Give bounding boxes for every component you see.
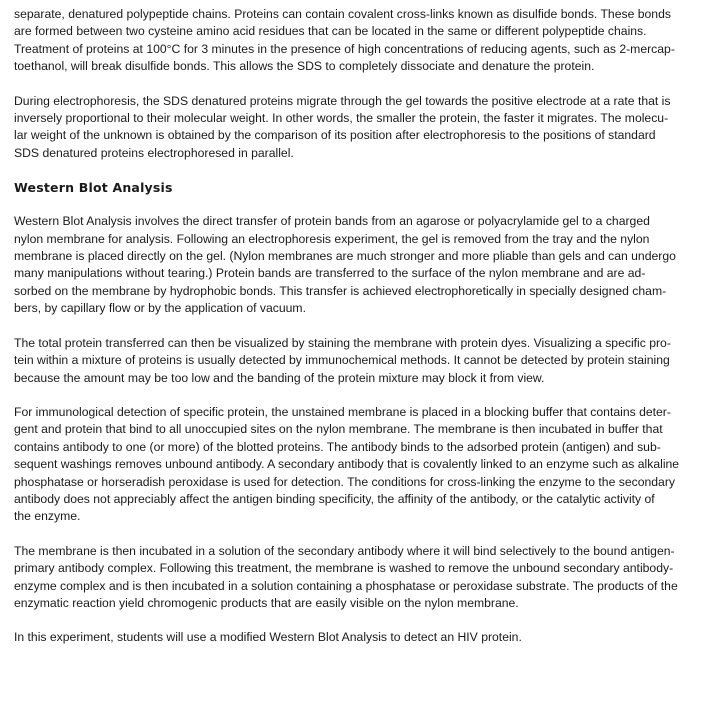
paragraph-line: Treatment of proteins at 100°C for 3 minutes in the presence of high concentrations of reducing agents, such as 2-mercap- xyxy=(14,41,675,56)
paragraph-line: The membrane is then incubated in a solution of the secondary antibody where it will bind selectively to the bound antigen- xyxy=(14,543,675,558)
paragraph-line: lar weight of the unknown is obtained by the comparison of its position after electrophoresis to the positions of standard xyxy=(14,128,656,143)
paragraph-line: inversely proportional to their molecular weight. In other words, the smaller the protein, the faster it migrates. The molecu- xyxy=(14,111,669,126)
paragraph-line: primary antibody complex. Following this treatment, the membrane is washed to remove the unbound secondary antibody- xyxy=(14,561,674,576)
document-page xyxy=(14,6,704,664)
paragraph xyxy=(14,213,704,317)
paragraph-line: Western Blot Analysis involves the direct transfer of protein bands from an agarose or polyacrylamide gel to a charged xyxy=(14,214,650,229)
paragraph-line: For immunological detection of specific protein, the unstained membrane is placed in a blocking buffer that contains deter- xyxy=(14,404,671,419)
intro-section xyxy=(14,6,704,162)
paragraph-line: The total protein transferred can then be visualized by staining the membrane with protein dyes. Visualizing a specific pro- xyxy=(14,335,671,350)
paragraph-line: antibody does not appreciably affect the antigen binding specificity, the affinity of the antibody, or the catalytic activity of xyxy=(14,491,655,506)
paragraph-line: many manipulations without tearing.) Protein bands are transferred to the surface of the nylon membrane and are ad- xyxy=(14,266,646,281)
paragraph-line: separate, denatured polypeptide chains. Proteins can contain covalent cross-links known as disulfide bonds. These bonds xyxy=(14,7,671,21)
paragraph-line: membrane is placed directly on the gel. (Nylon membranes are much stronger and more pliable than gels and can undergo xyxy=(14,249,676,264)
western-blot-section xyxy=(14,213,704,647)
paragraph-line: contains antibody to one (or more) of the blotted proteins. The antibody binds to the adsorbed protein (antigen) and sub- xyxy=(14,439,661,454)
paragraph-line: the enzyme. xyxy=(14,509,81,524)
paragraph xyxy=(14,404,704,526)
paragraph-line: nylon membrane for analysis. Following an electrophoresis experiment, the gel is removed from the tray and the nylon xyxy=(14,231,650,246)
paragraph-line: SDS denatured proteins electrophoresed in parallel. xyxy=(14,145,294,160)
paragraph-line: because the amount may be too low and the banding of the protein mixture may block it from view. xyxy=(14,370,545,385)
paragraph xyxy=(14,6,704,76)
paragraph-line: sorbed on the membrane by hydrophobic bonds. This transfer is achieved electrophoretically in specially designed cham- xyxy=(14,283,667,298)
paragraph-line: bers, by capillary flow or by the application of vacuum. xyxy=(14,301,306,316)
paragraph xyxy=(14,335,704,387)
paragraph-line: enzymatic reaction yield chromogenic products that are easily visible on the nylon membrane. xyxy=(14,595,519,610)
paragraph-line: In this experiment, students will use a modified Western Blot Analysis to detect an HIV protein. xyxy=(14,630,522,645)
paragraph-line: enzyme complex and is then incubated in a solution containing a phosphatase or peroxidase substrate. The products of the xyxy=(14,578,678,593)
section-heading: Western Blot Analysis xyxy=(14,180,173,196)
paragraph xyxy=(14,93,704,163)
paragraph xyxy=(14,543,704,613)
paragraph-line: sequent washings removes unbound antibody. A secondary antibody that is covalently linked to an enzyme such as alkaline xyxy=(14,457,680,472)
paragraph xyxy=(14,629,704,646)
paragraph-line: are formed between two cysteine amino acid residues that can be located in the same or different polypeptide chains. xyxy=(14,24,647,39)
paragraph-line: During electrophoresis, the SDS denatured proteins migrate through the gel towards the positive electrode at a rate that is xyxy=(14,93,671,108)
paragraph-line: toethanol, will break disulfide bonds. This allows the SDS to completely dissociate and denature the protein. xyxy=(14,59,595,74)
paragraph-line: gent and protein that bind to all unoccupied sites on the nylon membrane. The membrane is then incubated in buffer that xyxy=(14,422,663,437)
paragraph-line: phosphatase or horseradish peroxidase is used for detection. The conditions for cross-linking the enzyme to the secondary xyxy=(14,474,675,489)
paragraph-line: tein within a mixture of proteins is usually detected by immunochemical methods. It cannot be detected by protein staining xyxy=(14,353,670,368)
